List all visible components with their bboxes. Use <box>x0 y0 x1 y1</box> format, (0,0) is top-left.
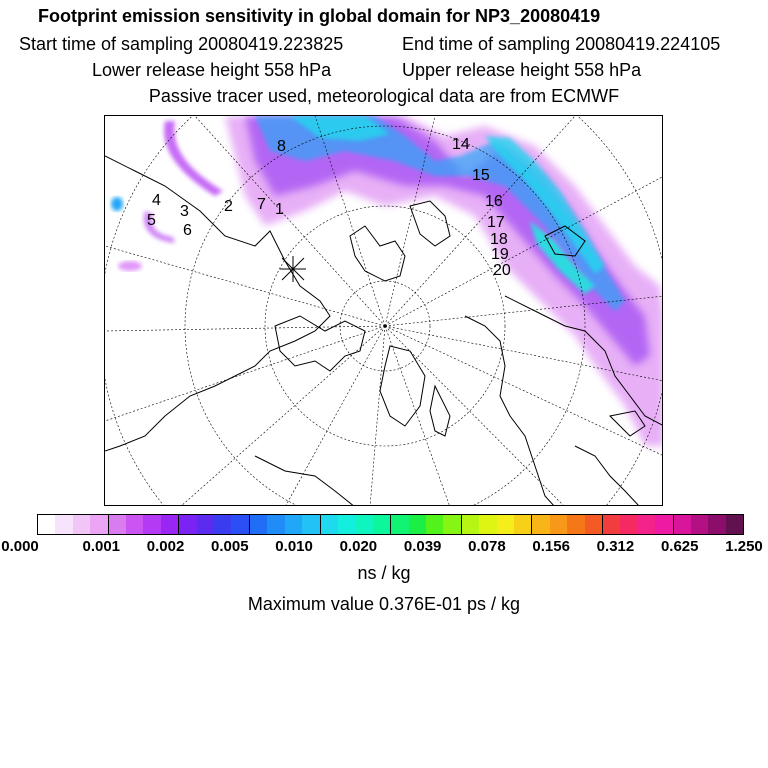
traj-label: 6 <box>183 222 192 239</box>
colorbar-cell <box>708 515 725 534</box>
colorbar <box>37 514 744 535</box>
colorbar-tick-label: 0.005 <box>211 538 249 555</box>
colorbar-cell <box>567 515 584 534</box>
colorbar-cell <box>143 515 160 534</box>
colorbar-cell <box>638 515 655 534</box>
colorbar-cell <box>38 515 55 534</box>
colorbar-unit: ns / kg <box>357 563 411 583</box>
colorbar-tick-label: 0.000 <box>1 538 39 555</box>
colorbar-cell <box>550 515 567 534</box>
traj-label: 18 <box>490 231 508 248</box>
traj-label: 19 <box>491 246 509 263</box>
colorbar-cell <box>497 515 514 534</box>
colorbar-cell <box>338 515 355 534</box>
traj-label: 14 <box>452 136 470 153</box>
colorbar-tick-label: 0.625 <box>660 538 699 555</box>
colorbar-cell <box>55 515 72 534</box>
end-time-label: End time of sampling 20080419.224105 <box>402 34 721 54</box>
traj-label: 7 <box>257 196 266 213</box>
upper-height-label: Upper release height 558 hPa <box>402 60 642 80</box>
colorbar-cell <box>250 515 267 534</box>
colorbar-tick-label: 0.156 <box>532 538 570 555</box>
colorbar-cell <box>479 515 496 534</box>
colorbar-tick-label: 0.312 <box>596 538 635 555</box>
start-time-label: Start time of sampling 20080419.223825 <box>19 34 344 54</box>
colorbar-cell <box>620 515 637 534</box>
colorbar-cell <box>214 515 231 534</box>
colorbar-tick-label: 0.078 <box>468 538 506 555</box>
colorbar-tick-label: 0.039 <box>403 538 442 555</box>
colorbar-cell <box>267 515 284 534</box>
colorbar-tick-label: 0.002 <box>146 538 185 555</box>
map-canvas <box>105 116 663 506</box>
traj-label: 15 <box>472 167 490 184</box>
colorbar-cell <box>585 515 603 534</box>
colorbar-cell <box>373 515 391 534</box>
colorbar-cell <box>126 515 143 534</box>
colorbar-cell <box>603 515 620 534</box>
colorbar-cell <box>514 515 532 534</box>
colorbar-tick-label: 1.250 <box>725 538 763 555</box>
colorbar-cell <box>691 515 708 534</box>
traj-label: 5 <box>147 212 156 229</box>
traj-label: 1 <box>275 201 284 218</box>
colorbar-cell <box>197 515 214 534</box>
maximum-value-label: Maximum value 0.376E-01 ps / kg <box>247 594 521 614</box>
footprint-map <box>104 115 663 506</box>
colorbar-tick-label: 0.001 <box>82 538 121 555</box>
colorbar-cell <box>426 515 443 534</box>
colorbar-cell <box>161 515 179 534</box>
colorbar-cell <box>532 515 549 534</box>
traj-label: 20 <box>493 262 511 279</box>
colorbar-cell <box>391 515 408 534</box>
colorbar-cell <box>109 515 126 534</box>
colorbar-cell <box>655 515 673 534</box>
colorbar-cell <box>443 515 461 534</box>
release-point-marker <box>280 256 306 282</box>
traj-label: 4 <box>152 192 161 209</box>
lower-height-label: Lower release height 558 hPa <box>92 60 332 80</box>
colorbar-cell <box>231 515 249 534</box>
traj-label: 8 <box>277 138 286 155</box>
colorbar-cell <box>462 515 479 534</box>
colorbar-cell <box>90 515 108 534</box>
colorbar-cell <box>285 515 302 534</box>
plot-title: Footprint emission sensitivity in global domain for NP3_20080419 <box>38 6 601 26</box>
traj-label: 3 <box>180 203 189 220</box>
colorbar-cell <box>726 515 743 534</box>
colorbar-cell <box>674 515 691 534</box>
colorbar-cell <box>302 515 320 534</box>
colorbar-cell <box>321 515 338 534</box>
colorbar-cell <box>409 515 426 534</box>
colorbar-tick-label: 0.020 <box>339 538 378 555</box>
colorbar-cell <box>355 515 372 534</box>
tracer-note: Passive tracer used, meteorological data are from ECMWF <box>148 86 620 106</box>
traj-label: 17 <box>487 214 505 231</box>
colorbar-cell <box>179 515 196 534</box>
colorbar-cell <box>73 515 90 534</box>
traj-label: 16 <box>485 193 503 210</box>
colorbar-tick-label: 0.010 <box>275 538 313 555</box>
traj-label: 2 <box>224 198 233 215</box>
